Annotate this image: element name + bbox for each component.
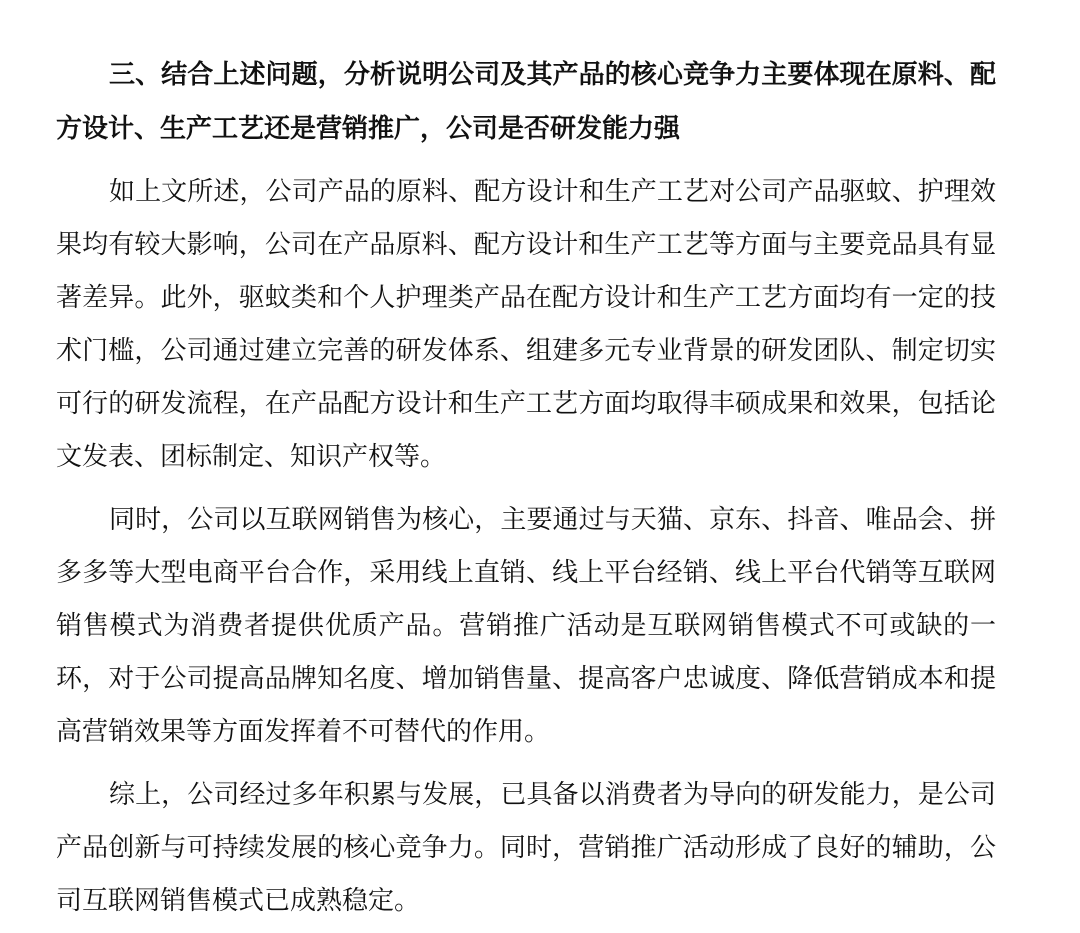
section-heading: 三、结合上述问题，分析说明公司及其产品的核心竞争力主要体现在原料、配方设计、生产工艺还是营销推广，公司是否研发能力强 bbox=[56, 60, 996, 144]
document-body bbox=[56, 48, 996, 928]
paragraph-2: 同时，公司以互联网销售为核心，主要通过与天猫、京东、抖音、唯品会、拼多多等大型电商平台合作，采用线上直销、线上平台经销、线上平台代销等互联网销售模式为消费者提供优质产品。营销推广活动是互联网销售模式不可或缺的一环，对于公司提高品牌知名度、增加销售量、提高客户忠诚度、降低营销成本和提高营销效果等方面发挥着不可替代的作用。 bbox=[56, 505, 996, 747]
paragraph-1: 如上文所述，公司产品的原料、配方设计和生产工艺对公司产品驱蚊、护理效果均有较大影响，公司在产品原料、配方设计和生产工艺等方面与主要竞品具有显著差异。此外，驱蚊类和个人护理类产品在配方设计和生产工艺方面均有一定的技术门槛，公司通过建立完善的研发体系、组建多元专业背景的研发团队、制定切实可行的研发流程，在产品配方设计和生产工艺方面均取得丰硕成果和效果，包括论文发表、团标制定、知识产权等。 bbox=[56, 177, 996, 472]
paragraph-3: 综上，公司经过多年积累与发展，已具备以消费者为导向的研发能力，是公司产品创新与可持续发展的核心竞争力。同时，营销推广活动形成了良好的辅助，公司互联网销售模式已成熟稳定。 bbox=[56, 780, 996, 916]
